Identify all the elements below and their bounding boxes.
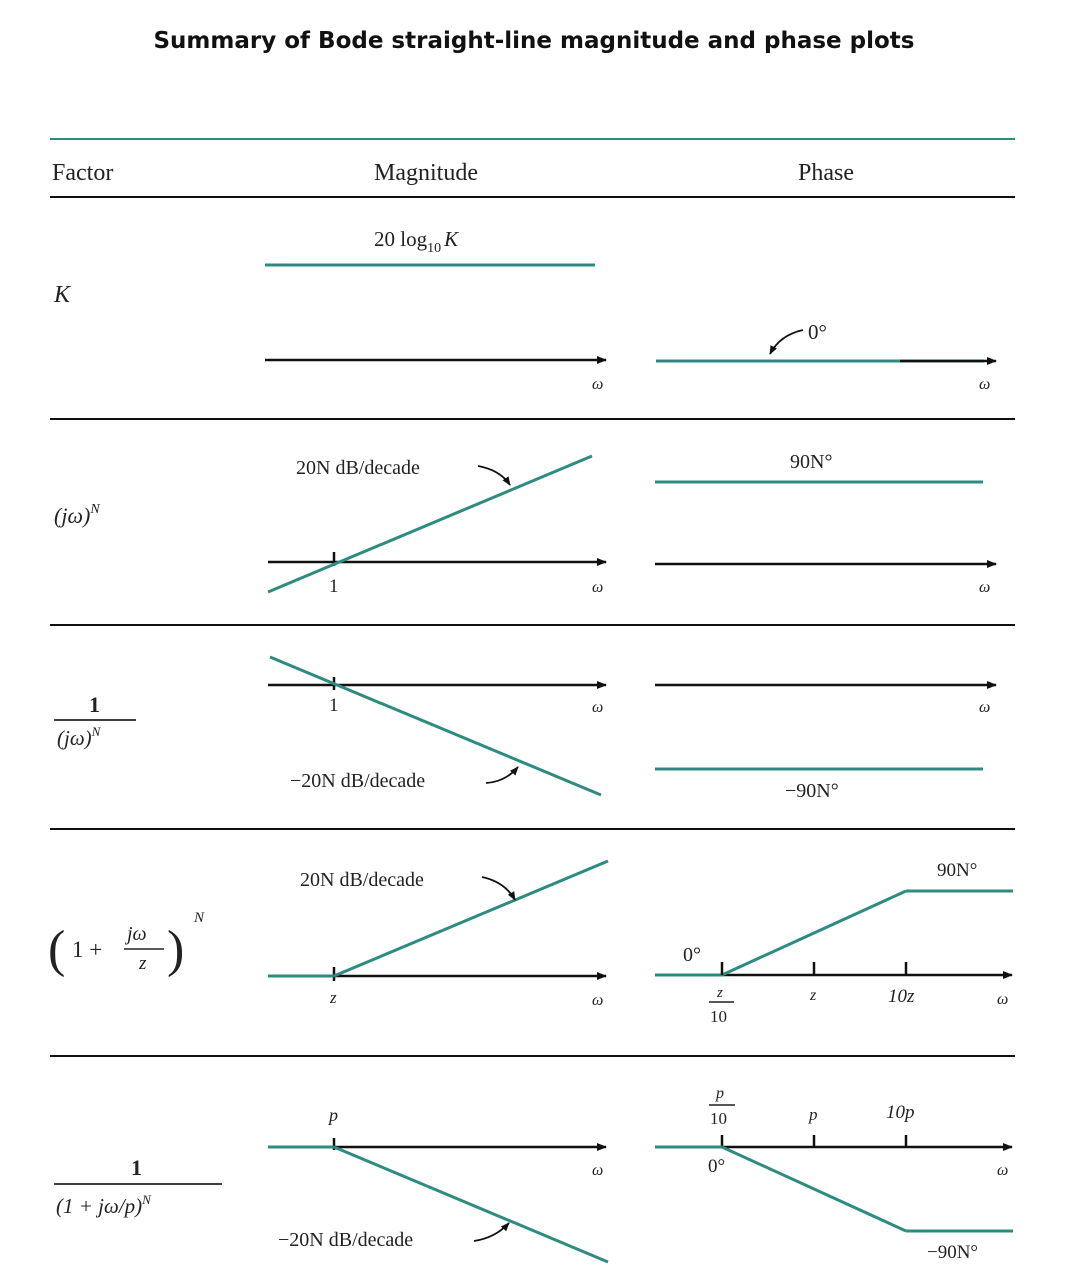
factor-4-close-paren: )	[167, 921, 185, 978]
phase-end-label-5: −90N°	[927, 1242, 979, 1263]
omega-label: ω	[997, 1162, 1009, 1179]
factor-5-num: 1	[131, 1155, 142, 1180]
factor-3-den: $(j\omega)^N$	[57, 724, 101, 750]
mag-slope-leader-5	[474, 1223, 509, 1241]
phase-slope-down-5	[722, 1147, 906, 1231]
factor-4-den: z	[139, 953, 147, 974]
header-magnitude: Magnitude	[374, 160, 478, 186]
header-factor: Factor	[52, 160, 114, 186]
phase-tick-label-z10-den: 10	[710, 1007, 727, 1026]
omega-label: ω	[592, 579, 604, 596]
phase-tick-label-z10-num: z	[717, 985, 723, 1001]
phase-tick-label-10p: 10p	[886, 1102, 915, 1123]
factor-5-den: $(1 + j\omega/p)^N$	[56, 1192, 151, 1218]
factor-jw-n: $(j\omega)^N$	[54, 502, 100, 528]
omega-label: ω	[979, 376, 991, 393]
phase-tick-label-p: p	[809, 1105, 818, 1124]
omega-label: ω	[592, 376, 604, 393]
mag-const-label: 20 $\log_{10} K$	[374, 227, 459, 256]
phase-end-label-4: 90N°	[937, 860, 978, 881]
omega-label: ω	[592, 699, 604, 716]
factor-4-open-paren: (	[48, 921, 66, 978]
mag-tick-label-1: 1	[329, 576, 339, 597]
mag-slope-label-4: 20N dB/decade	[300, 869, 424, 891]
phase-tick-label-10z: 10z	[888, 986, 915, 1007]
mag-slope-leader-2	[478, 466, 510, 485]
factor-4-one: 1 +	[72, 937, 103, 962]
phase-tick-label-z: z	[810, 987, 817, 1004]
mag-tick-label-3: 1	[329, 695, 339, 716]
mag-tick-label-5: p	[329, 1105, 338, 1125]
phase-neg90n-label: −90N°	[785, 780, 839, 802]
mag-slope-leader-3	[486, 767, 518, 783]
phase-90n-label: 90N°	[790, 451, 833, 473]
factor-k: K	[54, 282, 71, 308]
mag-slope-label-2: 20N dB/decade	[296, 457, 420, 479]
omega-label: ω	[592, 992, 604, 1009]
factor-3-num: 1	[89, 692, 100, 717]
mag-slope-label-5: −20N dB/decade	[278, 1229, 414, 1251]
omega-label: ω	[979, 699, 991, 716]
phase-tick-label-p10-num: p	[716, 1085, 724, 1102]
mag-slope-label-3: −20N dB/decade	[290, 770, 426, 792]
phase-start-label-4: 0°	[683, 944, 701, 966]
mag-slope-leader-4	[482, 877, 515, 900]
factor-4-num: jω	[127, 923, 147, 945]
phase-zero-label: 0°	[808, 320, 827, 344]
mag-tick-label-4: z	[330, 988, 337, 1007]
phase-zero-leader	[770, 330, 803, 354]
omega-label: ω	[979, 579, 991, 596]
factor-4-exp: N	[194, 910, 205, 926]
omega-label: ω	[997, 991, 1009, 1008]
header-phase: Phase	[798, 160, 854, 186]
phase-start-label-5: 0°	[708, 1156, 726, 1177]
phase-tick-label-p10-den: 10	[710, 1109, 727, 1128]
omega-label: ω	[592, 1162, 604, 1179]
page-title: Summary of Bode straight-line magnitude and phase plots	[153, 28, 915, 54]
